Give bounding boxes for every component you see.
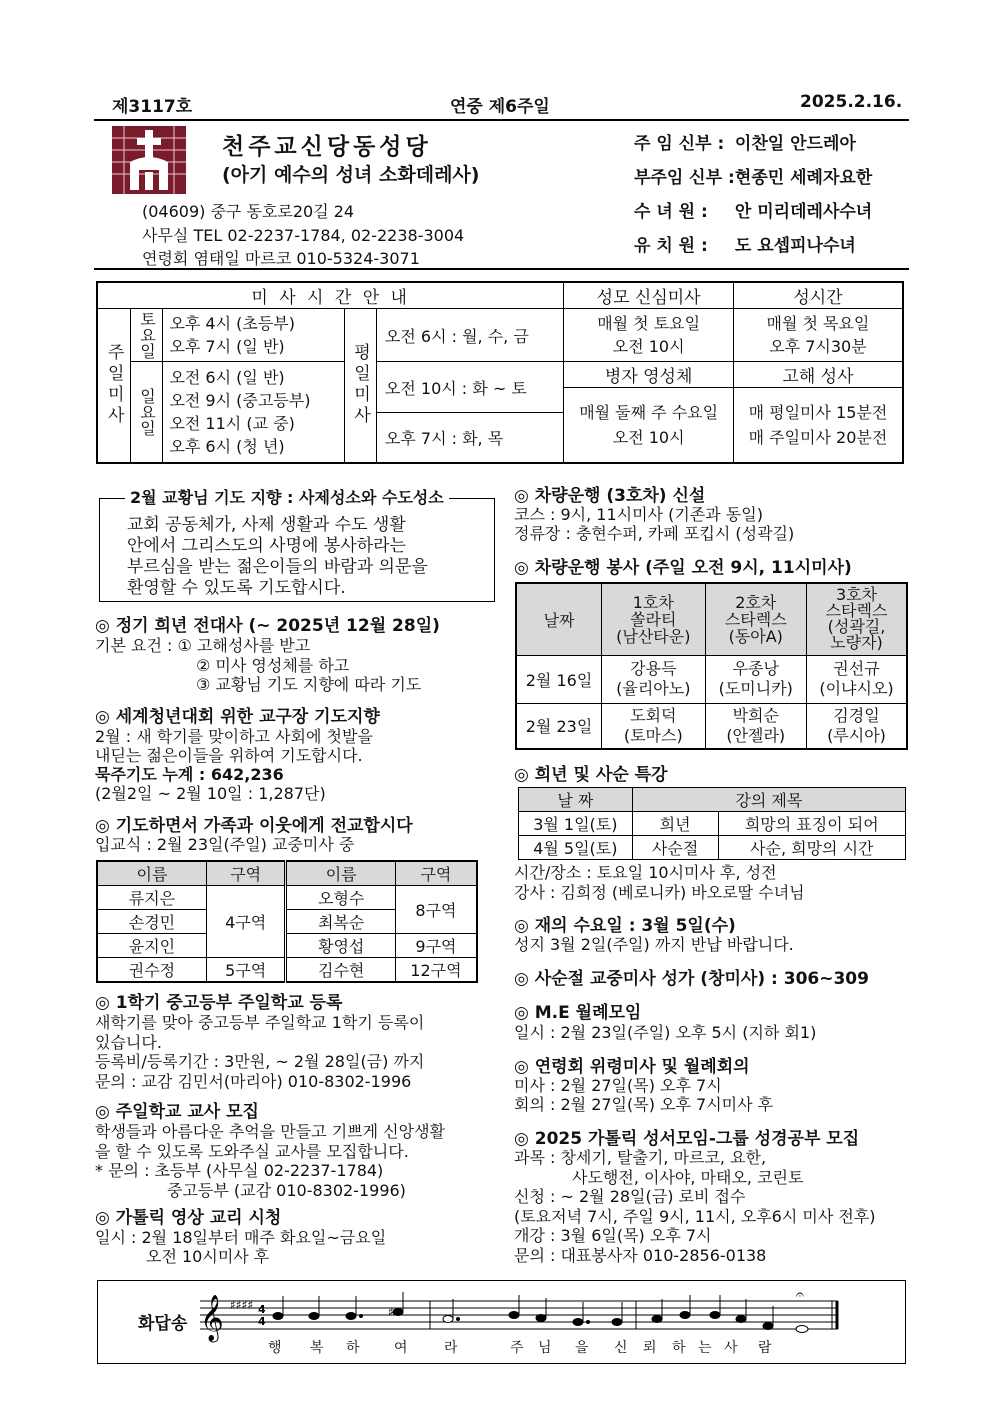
lecture-topic: 희망의 표징이 되어 [718, 812, 905, 836]
saturday-times [163, 309, 345, 362]
text-line: 학생들과 아름다운 추억을 만들고 기쁘게 신앙생활 [95, 1122, 446, 1141]
driver-name: 도회덕 [630, 705, 677, 725]
text-line: 과목 : 창세기, 탈출기, 마르코, 요한, [514, 1148, 767, 1167]
car-line: 스타렉스 [724, 609, 787, 629]
car-line: 2호차 [735, 592, 777, 612]
text-line: 문의 : 대표봉사자 010-2856-0138 [514, 1245, 767, 1265]
sick-communion-title: 병자 영성체 [564, 362, 734, 388]
catechumen-name: 윤지인 [97, 934, 206, 958]
shuttle-line: 코스 : 9시, 11시미사 (기존과 동일) [514, 505, 763, 524]
weekday-mass-label: 평일미사 [344, 309, 376, 463]
car-header [602, 583, 705, 655]
driver-cell [602, 703, 705, 749]
lyric-syllable: 복 [310, 1340, 324, 1356]
info-line: 오후 7시30분 [769, 337, 867, 356]
catechumen-name: 황영섭 [286, 934, 395, 958]
info-line: 매 주일미사 20분전 [748, 427, 888, 447]
pope-intention-text [127, 515, 428, 599]
col-header: 이름 [286, 861, 395, 886]
lyric-syllable: 람 [758, 1340, 772, 1356]
issue-date: 2025.2.16. [800, 92, 903, 112]
mass-time: 오후 4시 (초등부) [169, 314, 296, 333]
lyric-syllable: 하 [346, 1340, 360, 1356]
shuttle-line: 정류장 : 충현수퍼, 카페 포킵시 (성곽길) [514, 524, 795, 543]
sunday-school-text [95, 1013, 424, 1091]
shuttle-service-title: ◎ 차량운행 봉사 (주일 오전 9시, 11시미사) [514, 558, 852, 578]
zone-cell: 5구역 [206, 958, 286, 983]
text-line: 사도행전, 이사야, 마태오, 코린토 [572, 1167, 804, 1187]
car-line: 쏠라티 [630, 609, 677, 629]
saturday-label: 토요일 [131, 309, 163, 362]
marian-mass-info [564, 309, 734, 362]
text-line: 중고등부 (교감 010-8302-1996) [167, 1180, 406, 1200]
bible-study-title: ◎ 2025 가톨릭 성서모임-그룹 성경공부 모집 [514, 1129, 860, 1149]
church-logo [112, 126, 186, 194]
staff-row: 주 임 신부 : 이찬일 안드레아 [634, 134, 856, 154]
driver-baptismal: (도미니카) [718, 679, 793, 698]
text-line: 환영할 수 있도록 기도합시다. [127, 578, 346, 598]
sunday-mass-label: 주일미사 [97, 309, 131, 463]
me-meeting-title: ◎ M.E 월례모임 [514, 1003, 642, 1023]
col-header: 날 짜 [519, 788, 633, 812]
driver-cell [602, 655, 705, 703]
driver-baptismal: (루시아) [827, 725, 886, 745]
catechumen-name: 최복순 [286, 910, 395, 934]
holy-hour-title: 성시간 [733, 282, 903, 309]
text-line: * 문의 : 초등부 (사무실 02-2237-1784) [95, 1161, 384, 1180]
date-header: 날짜 [516, 583, 602, 655]
lyric-syllable: 뢰 [643, 1340, 657, 1356]
jubilee-line: ③ 교황님 기도 지향에 따라 기도 [196, 675, 422, 694]
psalm-box [97, 1280, 906, 1364]
mass-schedule-table [96, 281, 904, 464]
service-date: 2월 16일 [516, 655, 602, 703]
lyric-syllable: 하 [672, 1340, 686, 1356]
driver-baptismal: (토마스) [623, 725, 683, 745]
catechumen-table [96, 860, 478, 983]
car-line: 스타렉스 [825, 601, 888, 621]
psalm-lyrics [268, 1337, 778, 1357]
evangel-title: ◎ 기도하면서 가족과 이웃에게 전교합시다 [95, 816, 413, 836]
psalm-label: 화답송 [138, 1314, 188, 1334]
driver-name: 우종낭 [732, 659, 779, 678]
pope-intention-title: 2월 교황님 기도 지향 : 사제성소와 수도성소 [125, 487, 449, 509]
confession-title: 고해 성사 [733, 362, 903, 388]
staff-row: 부주임 신부 : 현종민 세례자요한 [634, 168, 873, 188]
catechumen-name: 권수정 [97, 958, 206, 983]
car-header [705, 583, 806, 655]
weekday-time: 오전 6시 : 월, 수, 금 [376, 309, 563, 362]
shuttle-volunteer-table [515, 582, 908, 750]
lent-hymns-title: ◎ 사순절 교중미사 성가 (창미사) : 306~309 [514, 969, 869, 989]
marian-mass-title: 성모 신심미사 [564, 282, 734, 309]
catechumen-name: 오형수 [286, 886, 395, 910]
lecture-line: 강사 : 김희정 (베로니카) 바오로딸 수녀님 [514, 883, 805, 902]
driver-cell [705, 655, 806, 703]
lyric-syllable: 을 [575, 1340, 589, 1356]
council-mass-line: 미사 : 2월 27일(목) 오후 7시 [514, 1076, 722, 1095]
text-line: 개강 : 3월 6일(목) 오후 7시 [514, 1226, 712, 1245]
lyric-syllable: 주 [510, 1340, 524, 1356]
sunday-school-title: ◎ 1학기 중고등부 주일학교 등록 [95, 993, 343, 1013]
driver-cell [806, 655, 907, 703]
driver-baptismal: (안젤라) [726, 725, 786, 745]
sunday-label: 일요일 [131, 362, 163, 463]
sunday-times [163, 362, 345, 463]
video-line: 일시 : 2월 18일부터 매주 화요일~금요일 [95, 1228, 387, 1247]
evangel-subtitle: 입교식 : 2월 23일(주일) 교중미사 중 [95, 835, 355, 854]
car-line: (남산타운) [616, 626, 691, 646]
catechumen-name: 류지은 [97, 886, 206, 910]
svg-text:4: 4 [258, 1303, 266, 1316]
lecture-date: 3월 1일(토) [519, 812, 633, 836]
col-header: 이름 [97, 861, 206, 886]
driver-name: 박희순 [732, 705, 779, 725]
church-office-tel: 사무실 TEL 02-2237-1784, 02-2238-3004 [142, 226, 465, 245]
car-line: (동아A) [728, 626, 783, 646]
council-mass-title: ◎ 연령회 위령미사 및 월례회의 [514, 1057, 750, 1077]
driver-name: 김경일 [833, 705, 880, 725]
svg-text:♯: ♯ [388, 1305, 394, 1319]
info-line: 매월 둘째 주 수요일 [579, 402, 719, 422]
car-line: 3호차 [835, 585, 878, 605]
car-line: 1호차 [632, 592, 674, 612]
lecture-theme: 사순절 [632, 836, 718, 860]
zone-cell: 4구역 [206, 886, 286, 958]
lecture-theme: 희년 [632, 812, 718, 836]
col-header: 구역 [395, 861, 477, 886]
info-line: 오전 10시 [612, 337, 685, 356]
driver-cell [705, 703, 806, 749]
text-line: 신청 : ~ 2월 28일(금) 로비 접수 [514, 1187, 746, 1206]
driver-baptismal: (이냐시오) [819, 679, 894, 698]
shuttle-title: ◎ 차량운행 (3호차) 신설 [514, 486, 706, 506]
wyd-title: ◎ 세계청년대회 위한 교구장 기도지향 [95, 707, 380, 727]
council-mass-line: 회의 : 2월 27일(목) 오후 7시미사 후 [514, 1095, 774, 1114]
catechumen-name: 손경민 [97, 910, 206, 934]
ash-wednesday-title: ◎ 재의 수요일 : 3월 5일(수) [514, 916, 736, 936]
jubilee-line: ② 미사 영성체를 하고 [196, 656, 350, 675]
driver-name: 강용득 [630, 659, 677, 678]
text-line: 문의 : 교감 김민서(마리아) 010-8302-1996 [95, 1071, 412, 1091]
text-line: 을 할 수 있도록 도와주실 교사를 모집합니다. [95, 1141, 409, 1161]
service-date: 2월 23일 [516, 703, 602, 749]
weekday-time: 오전 10시 : 화 ~ 토 [376, 362, 563, 413]
header-bottom-rule [94, 268, 909, 270]
mass-title: 미 사 시 간 안 내 [97, 282, 564, 309]
lecture-title: ◎ 희년 및 사순 특강 [514, 765, 668, 785]
church-council-contact: 연령회 염태일 마르코 010-5324-3071 [142, 249, 420, 268]
lyric-syllable: 신 [614, 1340, 628, 1356]
liturgical-week: 연중 제6주일 [450, 97, 550, 117]
church-address: (04609) 중구 동호로20길 24 [142, 202, 355, 221]
lyric-syllable: 여 [394, 1340, 408, 1356]
jubilee-line: 기본 요건 : ① 고해성사를 받고 [95, 636, 311, 655]
confession-info [733, 388, 903, 463]
mass-time: 오전 11시 (교 중) [169, 413, 295, 433]
text-line: (토요저녁 7시, 주일 9시, 11시, 오후6시 미사 전후) [514, 1206, 876, 1226]
svg-text:𝄞: 𝄞 [200, 1295, 224, 1341]
staff-row: 유 치 원 : 도 요셉피나수녀 [634, 236, 856, 256]
svg-text:♯♯♯♯: ♯♯♯♯ [230, 1298, 254, 1312]
weekday-time: 오후 7시 : 화, 목 [376, 413, 563, 463]
info-line: 매월 첫 목요일 [766, 314, 870, 333]
issue-number: 제3117호 [112, 97, 193, 117]
mass-time: 오후 7시 (일 반) [169, 337, 285, 356]
info-line: 매 평일미사 15분전 [748, 402, 888, 422]
holy-hour-info [733, 309, 903, 362]
zone-cell: 9구역 [395, 934, 477, 958]
text-line: 있습니다. [95, 1032, 162, 1052]
lyric-syllable: 라 [444, 1340, 458, 1356]
car-header [806, 583, 907, 655]
zone-cell: 12구역 [395, 958, 477, 983]
text-line: 안에서 그리스도의 사명에 봉사하라는 [127, 536, 406, 556]
info-line: 매월 첫 토요일 [597, 314, 701, 333]
svg-text:4: 4 [258, 1315, 266, 1328]
sick-communion-info [564, 388, 734, 463]
church-name: 천주교신당동성당 [222, 134, 432, 160]
video-catechism-title: ◎ 가톨릭 영상 교리 시청 [95, 1208, 282, 1228]
lyric-syllable: 님 [538, 1340, 552, 1356]
car-line: (성곽길, [827, 617, 886, 637]
lyric-syllable: 행 [268, 1340, 282, 1356]
lecture-date: 4월 5일(토) [519, 836, 633, 860]
driver-baptismal: (율리아노) [616, 679, 691, 698]
col-header: 구역 [206, 861, 286, 886]
mass-time: 오전 6시 (일 반) [169, 367, 285, 387]
church-patron: (아기 예수의 성녀 소화데레사) [222, 164, 480, 186]
mass-time: 오전 9시 (중고등부) [169, 390, 311, 410]
text-line: 교회 공동체가, 사제 생활과 수도 생활 [127, 515, 406, 535]
mass-time: 오후 6시 (청 년) [169, 436, 285, 456]
teacher-recruit-title: ◎ 주일학교 교사 모집 [95, 1102, 259, 1122]
rosary-period: (2월2일 ~ 2월 10일 : 1,287단) [95, 784, 326, 803]
catechumen-name: 김수현 [286, 958, 395, 983]
col-header: 강의 제목 [632, 788, 905, 812]
lecture-table [518, 787, 906, 860]
text-line: 부르심을 받는 젊은이들의 바람과 의문을 [127, 557, 428, 577]
staff-list [634, 134, 872, 270]
me-meeting-line: 일시 : 2월 23일(주일) 오후 5시 (지하 회1) [514, 1023, 817, 1042]
jubilee-title: ◎ 정기 희년 전대사 (~ 2025년 12월 28일) [95, 616, 440, 636]
lyric-syllable: 사 [724, 1340, 738, 1356]
video-line: 오전 10시미사 후 [146, 1247, 270, 1266]
teacher-recruit-text [95, 1122, 445, 1200]
wyd-line: 내딛는 젊은이들을 위하여 기도합시다. [95, 746, 363, 765]
text-line: 새학기를 맞아 중고등부 주일학교 1학기 등록이 [95, 1013, 425, 1032]
header-rule [94, 119, 909, 121]
wyd-line: 2월 : 새 학기를 맞이하고 사회에 첫발을 [95, 727, 373, 746]
rosary-total: 묵주기도 누계 : 642,236 [95, 765, 284, 784]
driver-name: 권선규 [833, 659, 880, 678]
car-line: 노량자) [830, 633, 883, 653]
ash-wednesday-line: 성지 3월 2일(주일) 까지 반납 바랍니다. [514, 935, 794, 954]
zone-cell: 8구역 [395, 886, 477, 934]
text-line: 등록비/등록기간 : 3만원, ~ 2월 28일(금) 까지 [95, 1052, 425, 1071]
driver-cell [806, 703, 907, 749]
bible-study-text [514, 1148, 876, 1265]
lecture-topic: 사순, 희망의 시간 [718, 836, 905, 860]
staff-row: 수 녀 원 : 안 미리데레사수녀 [634, 202, 873, 222]
info-line: 오전 10시 [612, 427, 685, 447]
lecture-line: 시간/장소 : 토요일 10시미사 후, 성전 [514, 863, 777, 882]
svg-text:𝄐: 𝄐 [796, 1289, 804, 1303]
lyric-syllable: 는 [698, 1340, 712, 1356]
